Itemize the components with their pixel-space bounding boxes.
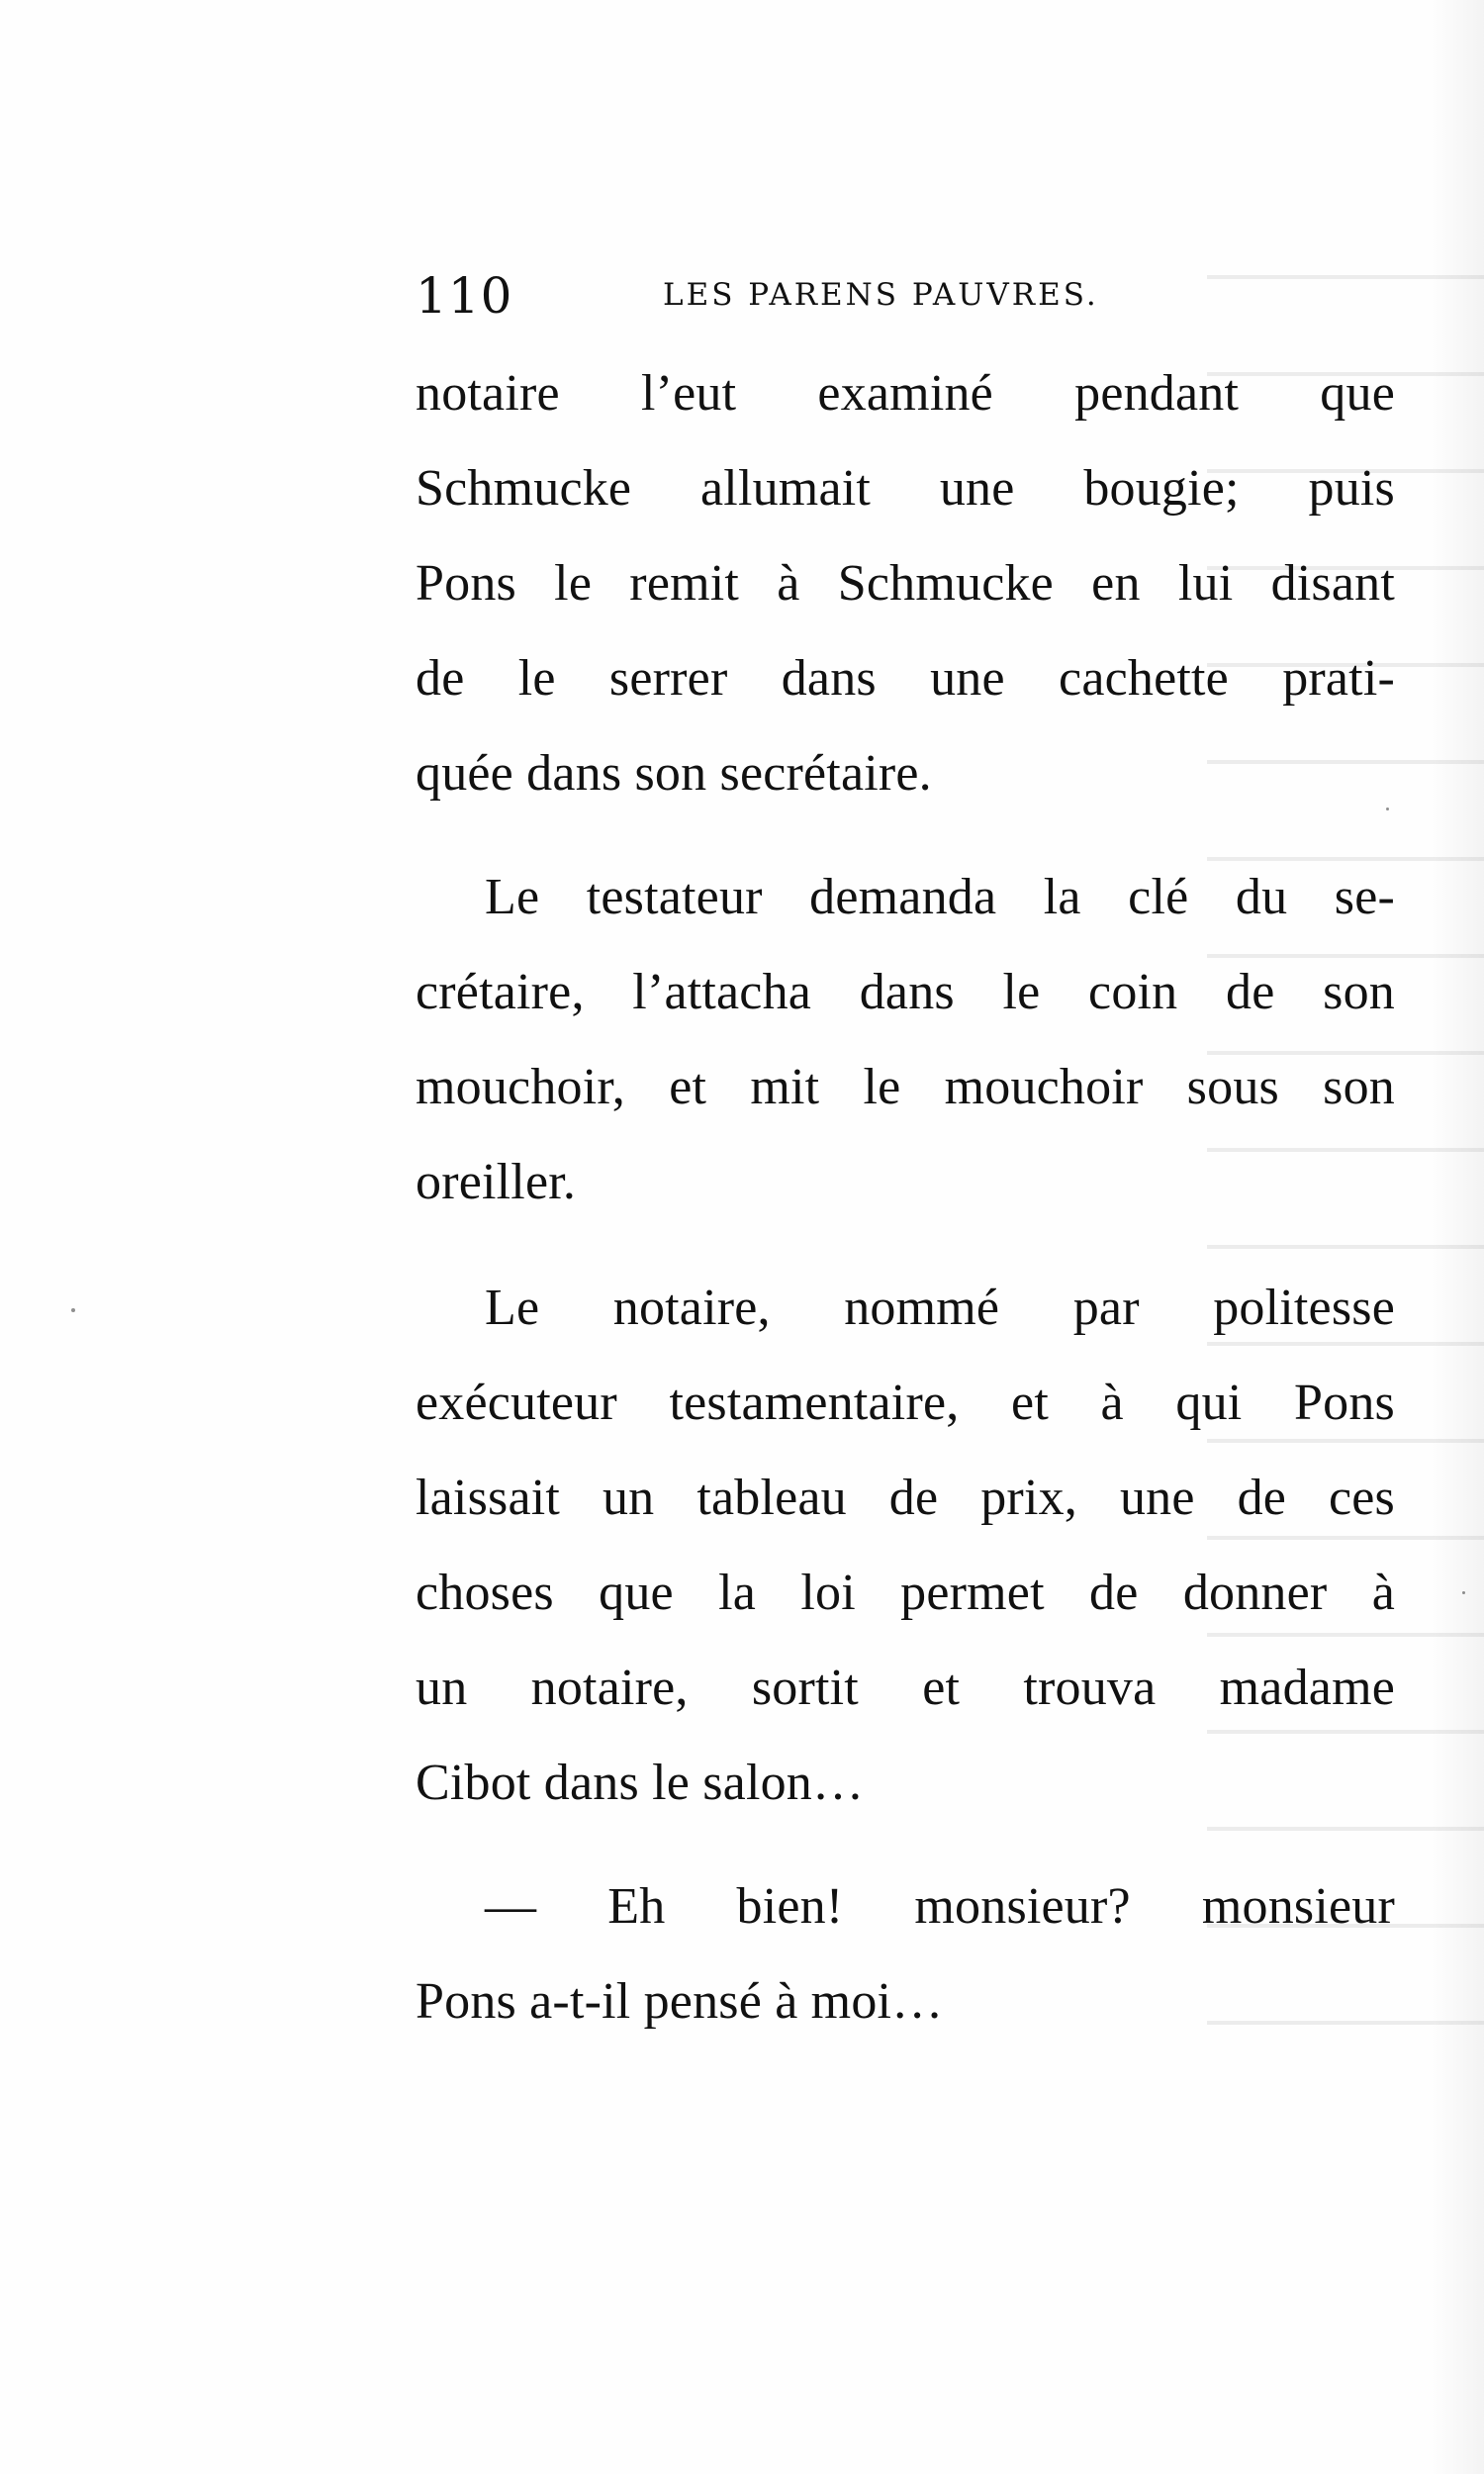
paragraph-gap [416,1230,1395,1261]
text-line: Schmucke allumait une bougie; puis [416,460,1395,517]
text-line: un notaire, sortit et trouva madame [416,1660,1395,1716]
text-line: — Eh bien! monsieur? monsieur [485,1878,1395,1935]
text-line: Pons le remit à Schmucke en lui disant [416,555,1395,612]
paragraph-gap [416,821,1395,850]
text-line: laissait un tableau de prix, une de ces [416,1470,1395,1526]
text-line: quée dans son secrétaire. [416,745,932,802]
text-line: notaire l’eut examiné pendant que [416,365,1395,422]
paragraph-gap [416,1831,1395,1859]
text-line: oreiller. [416,1154,577,1210]
text-line: crétaire, l’attacha dans le coin de son [416,964,1395,1020]
text-line: exécuteur testamentaire, et à qui Pons [416,1375,1395,1431]
paper-speck [1462,1591,1465,1594]
text-line: Pons a-t-il pensé à moi… [416,1973,944,2030]
text-line: Le notaire, nommé par politesse [485,1280,1395,1336]
running-header [416,267,1148,327]
page-number: 110 [416,267,513,325]
page-text [416,346,1395,2049]
text-line: Le testateur demanda la clé du se- [485,869,1395,925]
text-line: choses que la loi permet de donner à [416,1565,1395,1621]
paper-speck [71,1308,75,1312]
text-line: Cibot dans le salon… [416,1755,865,1811]
running-title: LES PARENS PAUVRES. [663,277,1099,313]
text-line: mouchoir, et mit le mouchoir sous son [416,1059,1395,1115]
text-line: de le serrer dans une cachette prati- [416,650,1395,707]
